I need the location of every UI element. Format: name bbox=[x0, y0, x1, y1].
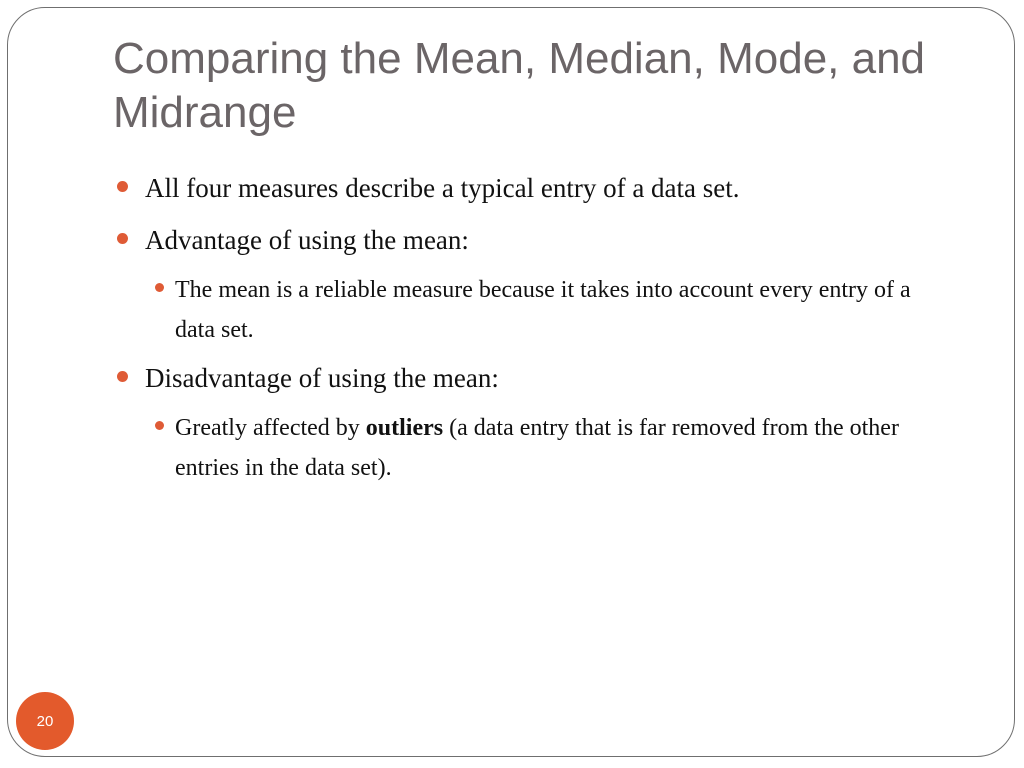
bullet-text: Advantage of using the mean: bbox=[145, 225, 469, 255]
sub-bullet-dot-icon bbox=[155, 283, 164, 292]
bullet-item bbox=[113, 168, 943, 208]
sub-bullet-text-before: Greatly affected by bbox=[175, 415, 366, 441]
bullet-text: All four measures describe a typical entry of a data set. bbox=[145, 173, 740, 203]
sub-bullet-dot-icon bbox=[155, 421, 164, 430]
sub-bullet-list bbox=[113, 408, 943, 488]
sub-bullet-text: The mean is a reliable measure because it takes into account every entry of a data set. bbox=[175, 277, 911, 343]
bullet-dot-icon bbox=[117, 233, 128, 244]
sub-bullet-item bbox=[155, 408, 943, 488]
bullet-list bbox=[113, 168, 943, 496]
bullet-text: Disadvantage of using the mean: bbox=[145, 363, 499, 393]
bullet-dot-icon bbox=[117, 371, 128, 382]
outliers-term: outliers bbox=[365, 415, 444, 441]
sub-bullet-text-after: (a data entry that is far removed from the other entries in the data set). bbox=[175, 415, 899, 481]
sub-list-container bbox=[113, 408, 943, 488]
bullet-item bbox=[113, 358, 943, 398]
bullet-dot-icon bbox=[117, 181, 128, 192]
page-number: 20 bbox=[36, 712, 54, 730]
sub-bullet-list bbox=[113, 270, 943, 350]
sub-bullet-item bbox=[155, 270, 943, 350]
page-number-badge bbox=[16, 692, 74, 750]
sub-list-container bbox=[113, 270, 943, 350]
slide-title: Comparing the Mean, Median, Mode, and Midrange bbox=[113, 34, 926, 137]
bullet-item bbox=[113, 220, 943, 260]
